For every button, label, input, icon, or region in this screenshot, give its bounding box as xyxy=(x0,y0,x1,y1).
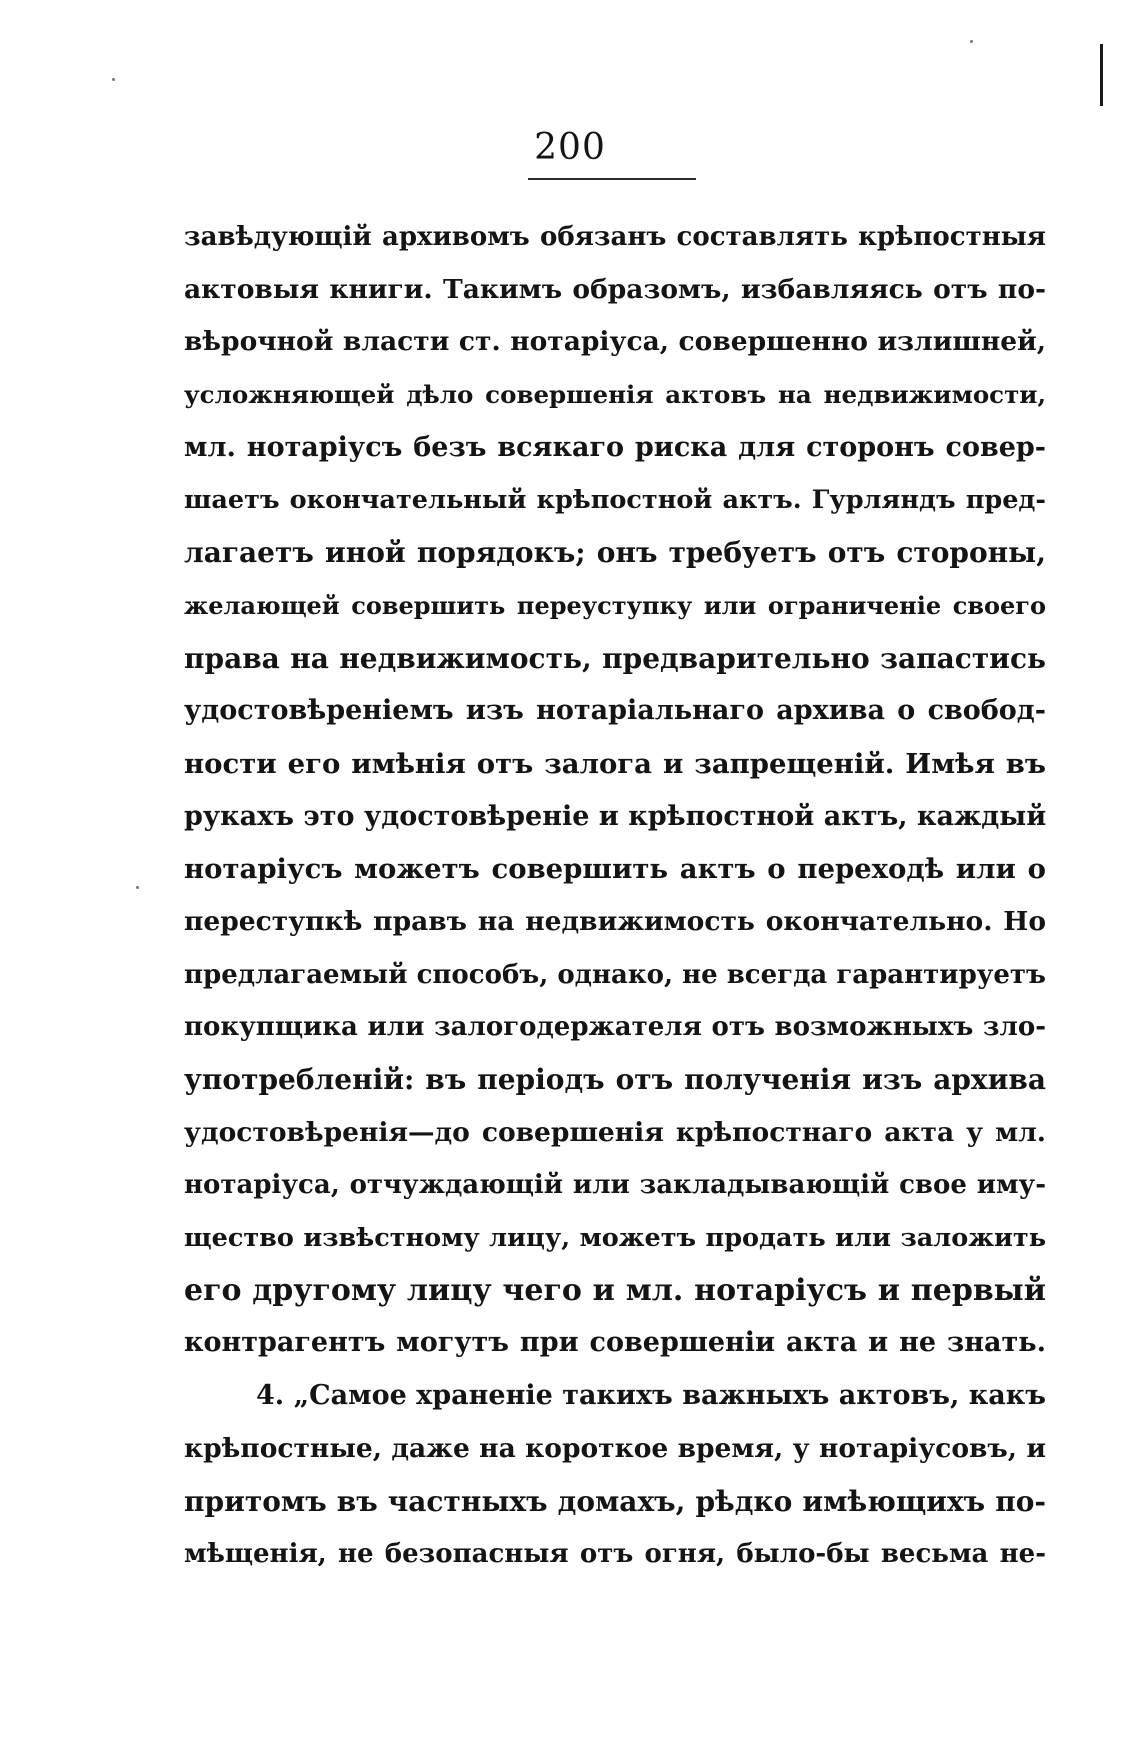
text-line: удостовѣреніемъ изъ нотаріальнаго архива о свобод- xyxy=(184,695,1046,727)
text-line: актовыя книги. Такимъ образомъ, избавляясь отъ по- xyxy=(184,273,1046,305)
text-line: контрагентъ могутъ при совершеніи акта и не знать. xyxy=(184,1327,1046,1359)
text-line: щество извѣстному лицу, можетъ продать или заложить xyxy=(184,1223,1046,1254)
text-line: мл. нотаріусъ безъ всякаго риска для сторонъ совер- xyxy=(184,431,1046,463)
body-text xyxy=(184,211,1046,1581)
text-line: вѣрочной власти ст. нотаріуса, совершенно излишней, xyxy=(184,326,1046,358)
text-line: нотаріуса, отчуждающій или закладывающій свое иму- xyxy=(184,1170,1046,1201)
text-line: завѣдующій архивомъ обязанъ составлять крѣпостныя xyxy=(184,222,1046,252)
text-line: употребленій: въ періодъ отъ полученія изъ архива xyxy=(184,1063,1046,1096)
text-line: рукахъ это удостовѣреніе и крѣпостной актъ, каждый xyxy=(184,800,1047,832)
page-number: 200 xyxy=(534,127,606,168)
header-rule xyxy=(528,178,696,180)
scan-speck xyxy=(112,78,115,81)
text-line: права на недвижимость, предварительно запастись xyxy=(184,641,1046,675)
text-line: притомъ въ частныхъ домахъ, рѣдко имѣющихъ по- xyxy=(184,1484,1046,1518)
text-line: нотаріусъ можетъ совершить актъ о переходѣ или о xyxy=(184,853,1046,886)
text-line: лагаетъ иной порядокъ; онъ требуетъ отъ стороны, xyxy=(184,536,1046,570)
text-line: предлагаемый способъ, однако, не всегда гарантируетъ xyxy=(184,959,1046,990)
text-line: покупщика или залогодержателя отъ возможныхъ зло- xyxy=(184,1012,1046,1043)
text-line: удостовѣренія—до совершенія крѣпостнаго акта у мл. xyxy=(184,1116,1046,1148)
scan-edge-mark xyxy=(1100,44,1103,106)
text-line: желающей совершить переуступку или ограниченіе своего xyxy=(184,590,1046,620)
text-line: переступкѣ правъ на недвижимость окончательно. Но xyxy=(184,905,1046,937)
text-line: шаетъ окончательный крѣпостной актъ. Гурляндъ пред- xyxy=(184,485,1046,516)
text-line: его другому лицу чего и мл. нотаріусъ и первый xyxy=(184,1272,1046,1308)
text-line: ности его имѣнія отъ залога и запрещеній. Имѣя въ xyxy=(184,747,1046,780)
scan-speck xyxy=(136,886,139,889)
scan-speck xyxy=(970,40,973,43)
text-line: 4. „Самое храненіе такихъ важныхъ актовъ, какъ xyxy=(256,1380,1046,1412)
text-line: мѣщенія, не безопасныя отъ огня, было-бы весьма не- xyxy=(184,1539,1046,1570)
text-line: крѣпостные, даже на короткое время, у нотаріусовъ, и xyxy=(184,1432,1046,1464)
text-line: усложняющей дѣло совершенія актовъ на недвижимости, xyxy=(184,380,1046,410)
